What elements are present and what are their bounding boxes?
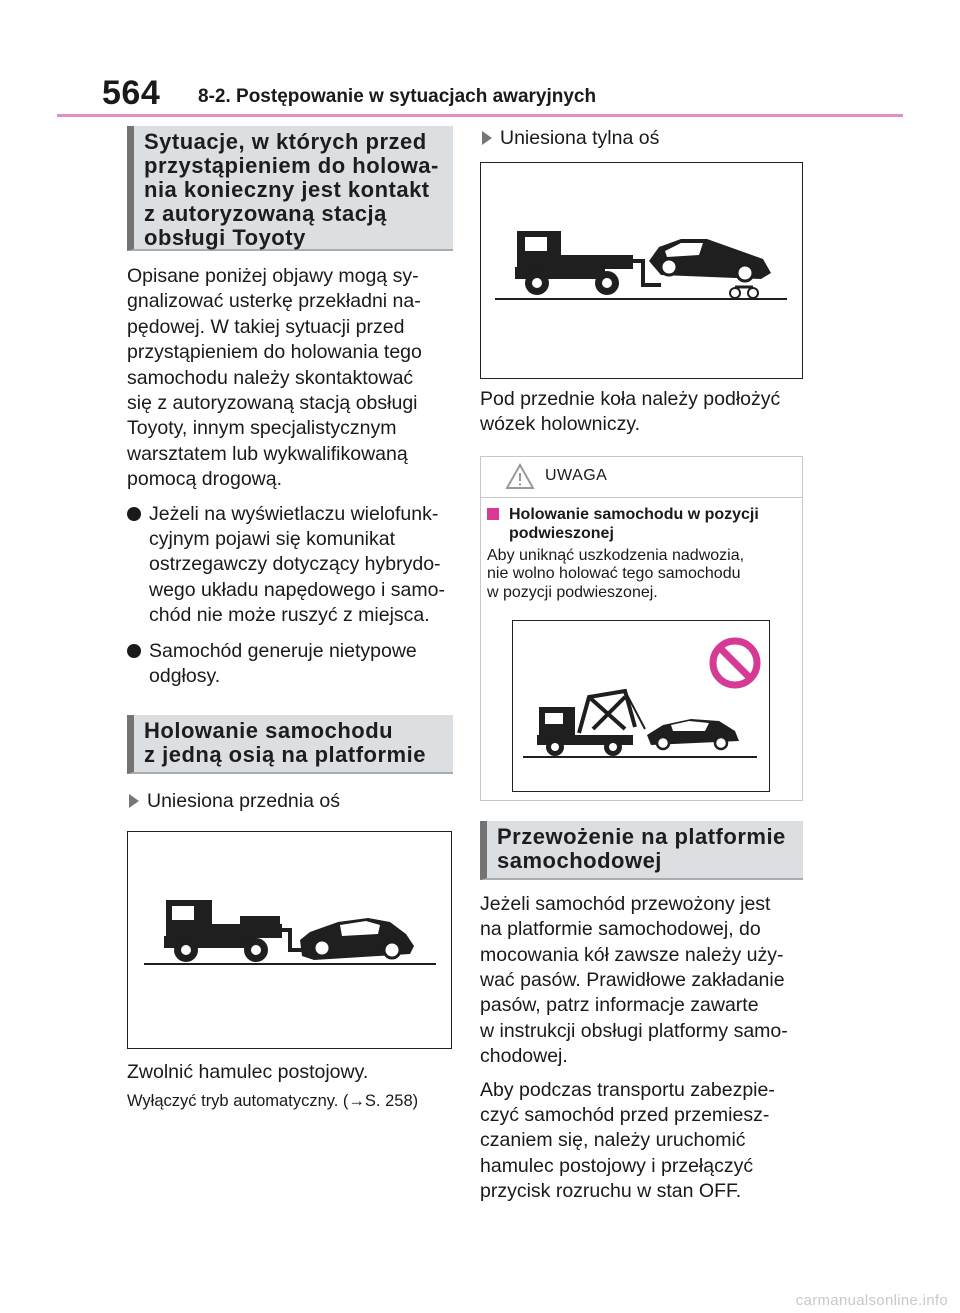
bullet-unusual-noise: Samochód generuje nietypowe odgłosy. <box>127 639 453 690</box>
intro-paragraph: Opisane poniżej objawy mogą sy- gnalizować usterkę przekładni na- pędowej. W takiej sytuacji przed przystąpieniem do holowania tego samochodu należy skontaktować się z autoryzowaną stacją obsługi Toyoty, innym specjalistycznym warsztatem lub wykwalifikowaną pomocą drogową. <box>127 265 422 491</box>
caution-subheading: Holowanie samochodu w pozycji podwieszonej <box>487 505 796 543</box>
tow-truck-front-lift-illustration <box>128 832 450 1047</box>
bullet-dot <box>127 644 141 658</box>
arrow-marker <box>482 131 492 145</box>
auto-mode-note: Wyłączyć tryb automatyczny. (→S. 258) <box>127 1091 419 1110</box>
watermark: carmanualsonline.info <box>795 1292 948 1309</box>
caution-text: Aby uniknąć uszkodzenia nadwozia, nie wolno holować tego samochodu w pozycji podwieszonej. <box>487 546 745 601</box>
figure-front-axle-raised <box>127 831 452 1049</box>
left-column <box>127 126 453 1112</box>
dolly-note: Pod przednie koła należy podłożyć wózek holowniczy. <box>480 388 781 436</box>
parking-brake-instruction: Zwolnić hamulec postojowy. <box>127 1060 369 1083</box>
rear-axle-label: Uniesiona tylna oś <box>482 126 806 151</box>
bullet-warning-message: Jeżeli na wyświetlaczu wielofunk- cyjnym pojawi się komunikat ostrzegawczy dotyczący hybrydo- wego układu napędowego i samo- chód nie może ruszyć z miejsca. <box>127 502 453 629</box>
heading-flatbed-transport: Przewożenie na platformie samochodowej <box>480 821 803 880</box>
section-title: 8-2. Postępowanie w sytuacjach awaryjnych <box>198 86 597 107</box>
square-bullet-icon <box>487 508 499 520</box>
front-axle-label: Uniesiona przednia oś <box>129 789 453 814</box>
flatbed-paragraph-1: Jeżeli samochód przewożony jest na platformie samochodowej, do mocowania kół zawsze należy uży- wać pasów. Prawidłowe zakładanie pasów, patrz informacje zawarte w instrukcji obsługi platformy samo- chodowej. <box>480 892 788 1068</box>
heading-contact-service: Sytuacje, w których przed przystąpieniem do holowa- nia konieczny jest kontakt z autoryzowaną stacją obsługi Toyoty <box>127 126 453 251</box>
caution-header <box>481 457 802 498</box>
warning-triangle-icon <box>505 463 535 490</box>
arrow-marker <box>129 794 139 808</box>
header-rule <box>57 114 903 117</box>
tow-truck-rear-lift-illustration <box>481 163 801 377</box>
page-number: 564 <box>102 74 161 112</box>
right-column <box>480 126 806 1205</box>
figure-suspended-towing-prohibited <box>512 620 770 792</box>
flatbed-paragraph-2: Aby podczas transportu zabezpie- czyć samochód przed przemiesz- czaniem się, należy uruchomić hamulec postojowy i przełączyć przycisk rozruchu w stan OFF. <box>480 1078 775 1203</box>
heading-one-axle-towing: Holowanie samochodu z jedną osią na platformie <box>127 715 453 774</box>
bullet-dot <box>127 507 141 521</box>
caution-title: UWAGA <box>545 466 608 484</box>
caution-box <box>480 456 803 801</box>
figure-rear-axle-raised <box>480 162 803 379</box>
prohibited-sling-towing-illustration <box>513 621 769 791</box>
